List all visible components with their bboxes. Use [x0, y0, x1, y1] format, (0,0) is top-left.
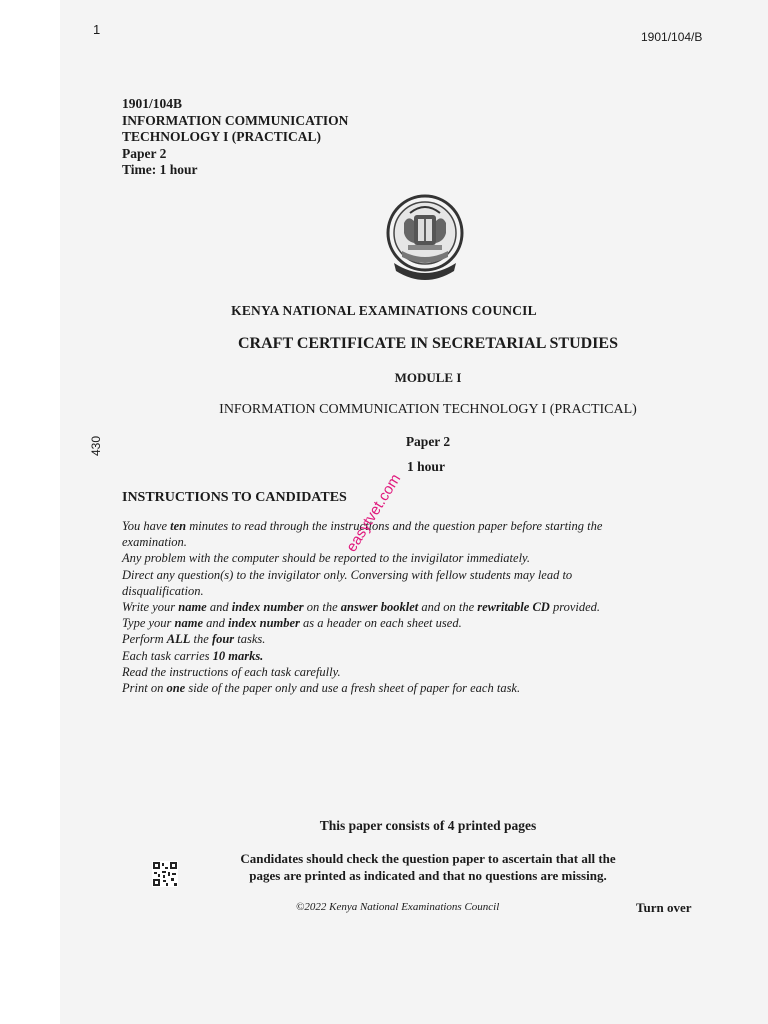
instruction-line: Any problem with the computer should be reported to the invigilator immediately.	[122, 551, 531, 566]
instruction-line: Print on one side of the paper only and use a fresh sheet of paper for each task.	[122, 681, 521, 696]
header-code: 1901/104B	[122, 96, 183, 111]
instruction-line: Each task carries 10 marks.	[122, 648, 264, 663]
instruction-line: Type your name and index number as a header on each sheet used.	[122, 616, 462, 631]
paper-label: Paper 2	[405, 434, 451, 449]
instruction-line: Write your name and index number on the answer booklet and on the rewritable CD provided.	[122, 600, 601, 615]
instructions-list	[122, 518, 712, 696]
side-margin-number: 430	[89, 435, 103, 456]
council-name: KENYA NATIONAL EXAMINATIONS COUNCIL	[231, 303, 537, 318]
instruction-line: disqualification.	[122, 583, 204, 598]
instruction-line: Direct any question(s) to the invigilator only. Conversing with fellow students may lead to	[122, 567, 573, 582]
turn-over-label: Turn over	[636, 900, 692, 915]
instruction-line: Perform ALL the four tasks.	[122, 632, 266, 647]
pages-note: This paper consists of 4 printed pages	[319, 818, 537, 833]
certificate-title: CRAFT CERTIFICATE IN SECRETARIAL STUDIES	[238, 335, 618, 352]
header-paper: Paper 2	[122, 145, 167, 161]
paper-code-top: 1901/104/B	[641, 30, 703, 44]
instruction-line: Read the instructions of each task carefully.	[122, 664, 341, 679]
check-note-line2: pages are printed as indicated and that no questions are missing.	[249, 868, 607, 883]
check-note-line1: Candidates should check the question paper to ascertain that all the	[240, 851, 616, 866]
module-title: MODULE I	[394, 370, 462, 385]
instruction-line: examination.	[122, 535, 187, 550]
paper-header-block	[122, 96, 348, 179]
copyright-notice: ©2022 Kenya National Examinations Council	[296, 901, 500, 913]
instructions-heading: INSTRUCTIONS TO CANDIDATES	[122, 490, 347, 505]
header-time: Time: 1 hour	[122, 162, 198, 177]
duration-label: 1 hour	[407, 459, 445, 474]
coat-of-arms-icon	[384, 193, 466, 285]
watermark-text: easytvet.com	[343, 471, 405, 556]
page-number: 1	[93, 22, 101, 37]
header-subject-line1: INFORMATION COMMUNICATION	[122, 112, 349, 128]
instruction-line: You have ten minutes to read through the instructions and the question paper before starting the	[122, 519, 603, 533]
header-subject-line2: TECHNOLOGY I (PRACTICAL)	[122, 129, 322, 144]
subject-title: INFORMATION COMMUNICATION TECHNOLOGY I (PRACTICAL)	[219, 402, 637, 417]
